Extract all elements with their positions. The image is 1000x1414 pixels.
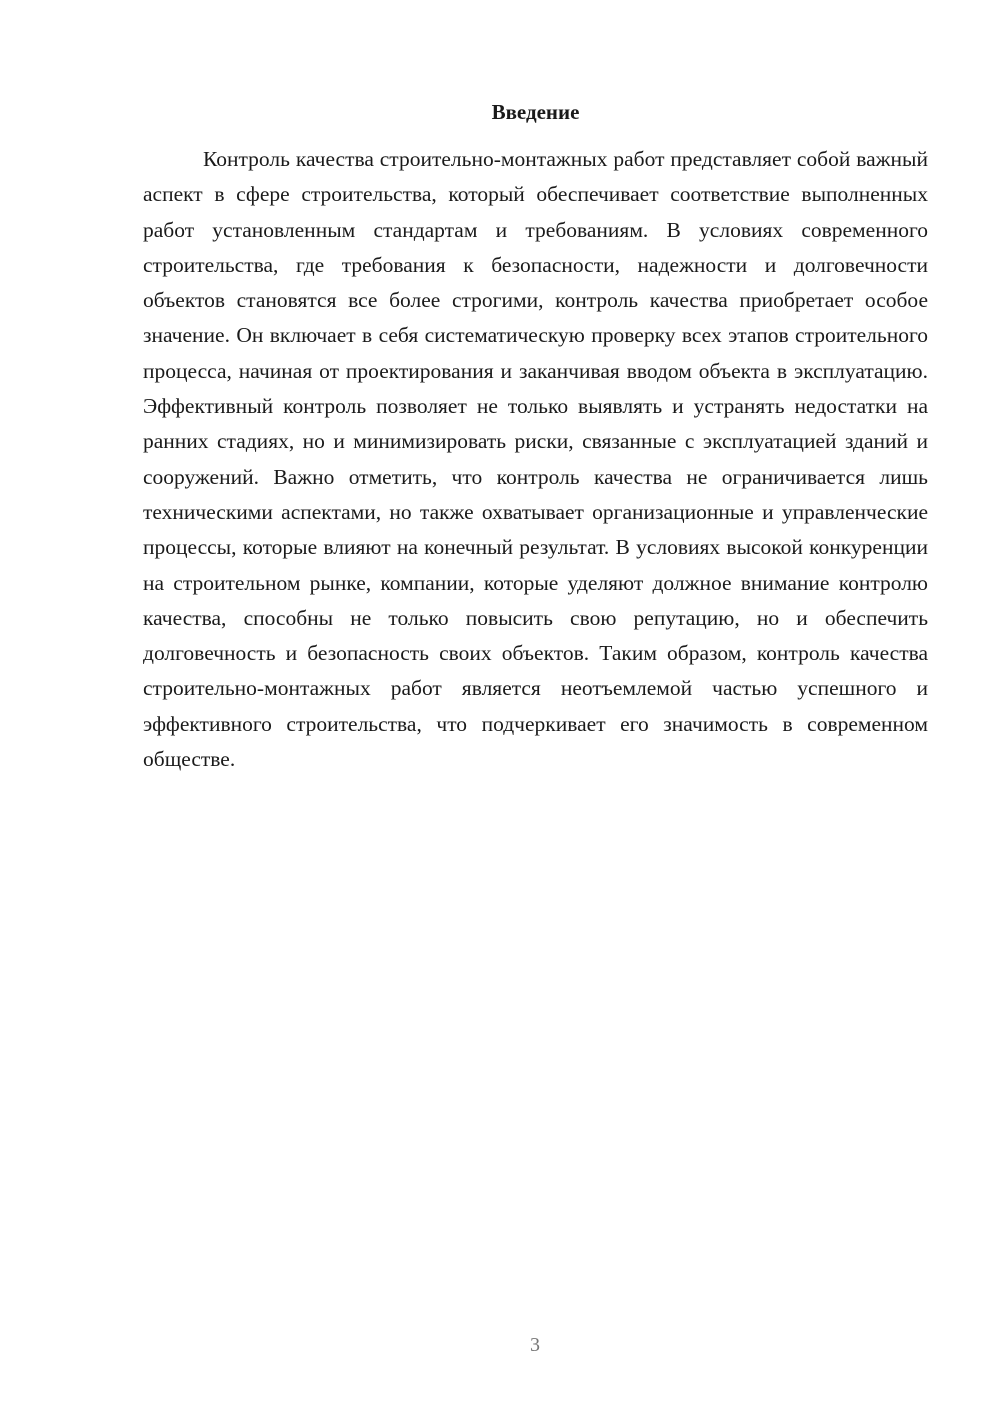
section-heading: Введение xyxy=(491,100,580,124)
body-paragraph: Контроль качества строительно-монтажных работ представляет собой важный аспект в сфере строительства, который обеспечивает соответствие выполненных работ установленным стандартам и требованиям. В условиях современного строительства, где требования к безопасности, надежности и долговечности объектов становятся все более строгими, контроль качества приобретает особое значение. Он включает в себя систематическую проверку всех этапов строительного процесса, начиная от проектирования и заканчивая вводом объекта в эксплуатацию. Эффективный контроль позволяет не только выявлять и устранять недостатки на ранних стадиях, но и минимизировать риски, связанные с эксплуатацией зданий и сооружений. Важно отметить, что контроль качества не ограничивается лишь техническими аспектами, но также охватывает организационные и управленческие процессы, которые влияют на конечный результат. В условиях высокой конкуренции на строительном рынке, компании, которые уделяют должное внимание контролю качества, способны не только повысить свою репутацию, но и обеспечить долговечность и безопасность своих объектов. Таким образом, контроль качества строительно-монтажных работ является неотъемлемой частью успешного и эффективного строительства, что подчеркивает его значимость в современном обществе. xyxy=(143,147,928,772)
page-number: 3 xyxy=(530,1334,540,1356)
